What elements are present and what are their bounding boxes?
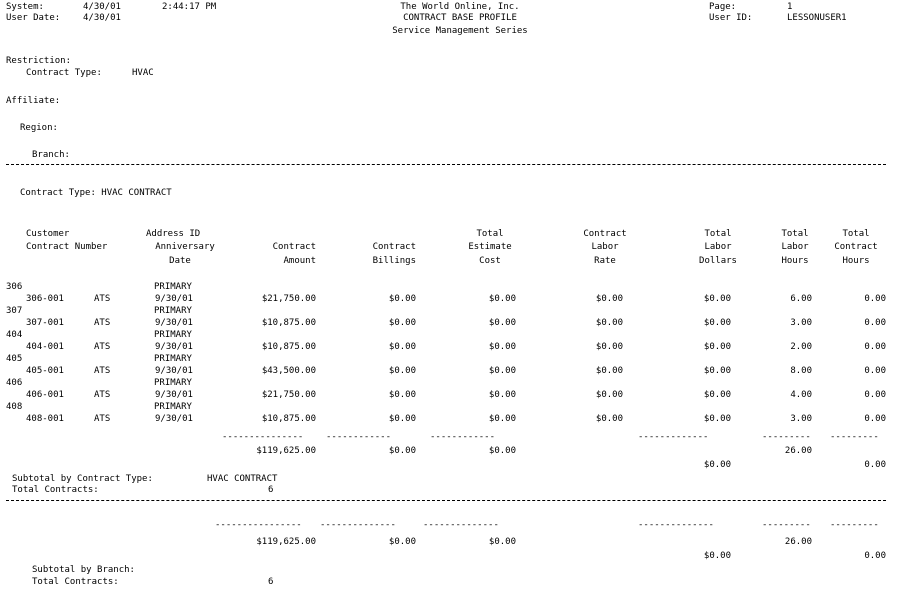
row-customer: 307: [6, 306, 23, 316]
col-labor-dollars-3: Dollars: [699, 256, 737, 266]
row-labor-hours: 6.00: [790, 294, 812, 304]
subtotal-branch-labor-dollars: $0.00: [703, 551, 731, 561]
row-date: 9/30/01: [155, 342, 193, 352]
col-labor-rate-3: Rate: [594, 256, 616, 266]
col-address-2: Anniversary: [155, 242, 215, 252]
row-labor-hours: 3.00: [790, 318, 812, 328]
row-amount: $21,750.00: [261, 390, 316, 400]
subtotal-type-total-label: Total Contracts:: [12, 485, 99, 495]
row-labor-rate: $0.00: [595, 294, 623, 304]
row-address: PRIMARY: [154, 330, 192, 340]
row-labor-rate: $0.00: [595, 414, 623, 424]
subtotal-type-rule-billings: ------------: [326, 432, 392, 442]
row-customer: 405: [6, 354, 23, 364]
row-amount: $43,500.00: [261, 366, 316, 376]
row-labor-rate: $0.00: [595, 390, 623, 400]
user-date: 4/30/01: [83, 13, 121, 23]
user-date-label: User Date:: [6, 13, 61, 23]
row-contract: 406-001: [26, 390, 64, 400]
col-labor-rate-1: Contract: [583, 229, 627, 239]
row-customer: 408: [6, 402, 23, 412]
row-labor-hours: 8.00: [790, 366, 812, 376]
row-contract: 307-001: [26, 318, 64, 328]
report-series: Service Management Series: [392, 26, 528, 36]
row-address: PRIMARY: [154, 282, 192, 292]
row-contract: 306-001: [26, 294, 64, 304]
row-estimate: $0.00: [488, 342, 516, 352]
row-amount: $10,875.00: [261, 414, 316, 424]
subtotal-type-value: HVAC CONTRACT: [207, 474, 278, 484]
row-labor-dollars: $0.00: [703, 318, 731, 328]
row-customer: 406: [6, 378, 23, 388]
col-billings-2: Billings: [372, 256, 416, 266]
page-label: Page:: [709, 2, 737, 12]
row-contract: 408-001: [26, 414, 64, 424]
row-billings: $0.00: [388, 342, 416, 352]
subtotal-type-rule-amount: ---------------: [222, 432, 304, 442]
contract-type-label: Contract Type:: [26, 68, 102, 78]
section-title: Contract Type: HVAC CONTRACT: [20, 188, 172, 198]
subtotal-type-rule-estimate: ------------: [430, 432, 496, 442]
contract-type-value: HVAC: [132, 68, 154, 78]
col-estimate-1: Total: [476, 229, 504, 239]
row-code: ATS: [94, 318, 111, 328]
row-estimate: $0.00: [488, 366, 516, 376]
row-date: 9/30/01: [155, 366, 193, 376]
col-labor-dollars-1: Total: [704, 229, 732, 239]
row-contract-hours: 0.00: [864, 318, 886, 328]
section-divider: [6, 164, 886, 165]
row-labor-hours: 2.00: [790, 342, 812, 352]
row-address: PRIMARY: [154, 402, 192, 412]
row-estimate: $0.00: [488, 318, 516, 328]
subtotal-branch-estimate: $0.00: [488, 537, 516, 547]
row-contract-hours: 0.00: [864, 342, 886, 352]
col-customer-1: Customer: [26, 229, 70, 239]
col-contract-hours-1: Total: [842, 229, 870, 239]
col-contract-hours-3: Hours: [842, 256, 870, 266]
col-labor-hours-1: Total: [781, 229, 809, 239]
subtotal-type-rule-hours: ---------: [762, 432, 811, 442]
row-billings: $0.00: [388, 390, 416, 400]
branch-label: Branch:: [32, 150, 70, 160]
row-amount: $10,875.00: [261, 318, 316, 328]
row-labor-dollars: $0.00: [703, 414, 731, 424]
col-address-3: Date: [169, 256, 191, 266]
subtotal-type-contract-hours: 0.00: [864, 460, 886, 470]
col-amount-2: Amount: [283, 256, 316, 266]
subtotal-branch-amount: $119,625.00: [256, 537, 316, 547]
row-contract-hours: 0.00: [864, 366, 886, 376]
subtotal-branch-rule-amount: ----------------: [215, 520, 302, 530]
report-title: CONTRACT BASE PROFILE: [403, 13, 517, 23]
subtotal-branch-total-label: Total Contracts:: [32, 577, 119, 587]
subtotal-type-total-value: 6: [268, 485, 274, 495]
subtotal-branch-label: Subtotal by Branch:: [32, 565, 135, 575]
row-date: 9/30/01: [155, 318, 193, 328]
row-contract-hours: 0.00: [864, 390, 886, 400]
row-date: 9/30/01: [155, 390, 193, 400]
row-estimate: $0.00: [488, 294, 516, 304]
subtotal-type-label: Subtotal by Contract Type:: [12, 474, 153, 484]
row-contract: 405-001: [26, 366, 64, 376]
subtotal-branch-rule-estimate: --------------: [423, 520, 499, 530]
subtotal-type-billings: $0.00: [388, 446, 416, 456]
row-labor-rate: $0.00: [595, 366, 623, 376]
subtotal-branch-rule-billings: --------------: [320, 520, 396, 530]
subtotal-branch-total-value: 6: [268, 577, 274, 587]
row-billings: $0.00: [388, 414, 416, 424]
row-labor-dollars: $0.00: [703, 390, 731, 400]
row-code: ATS: [94, 390, 111, 400]
subtotal-type-amount: $119,625.00: [256, 446, 316, 456]
system-time: 2:44:17 PM: [162, 2, 217, 12]
company-name: The World Online, Inc.: [400, 2, 520, 12]
col-estimate-2: Estimate: [468, 242, 512, 252]
subtotal-branch-labor-hours: 26.00: [784, 537, 812, 547]
row-contract-hours: 0.00: [864, 294, 886, 304]
subtotal-type-estimate: $0.00: [488, 446, 516, 456]
page-number: 1: [787, 2, 793, 12]
user-id: LESSONUSER1: [787, 13, 847, 23]
row-contract-hours: 0.00: [864, 414, 886, 424]
col-address-1: Address ID: [146, 229, 201, 239]
row-code: ATS: [94, 294, 111, 304]
row-code: ATS: [94, 342, 111, 352]
col-billings-1: Contract: [372, 242, 416, 252]
row-labor-dollars: $0.00: [703, 342, 731, 352]
restriction-label: Restriction:: [6, 56, 72, 66]
subtotal-type-rule-contract: ---------: [830, 432, 879, 442]
row-labor-dollars: $0.00: [703, 366, 731, 376]
col-labor-dollars-2: Labor: [704, 242, 732, 252]
row-customer: 404: [6, 330, 23, 340]
subtotal-type-labor-dollars: $0.00: [703, 460, 731, 470]
row-amount: $10,875.00: [261, 342, 316, 352]
col-labor-hours-2: Labor: [781, 242, 809, 252]
col-labor-hours-3: Hours: [781, 256, 809, 266]
region-label: Region:: [20, 123, 58, 133]
subtotal-branch-billings: $0.00: [388, 537, 416, 547]
row-labor-rate: $0.00: [595, 318, 623, 328]
subtotal-divider: [6, 500, 886, 501]
row-customer: 306: [6, 282, 23, 292]
row-labor-hours: 4.00: [790, 390, 812, 400]
row-estimate: $0.00: [488, 390, 516, 400]
row-date: 9/30/01: [155, 414, 193, 424]
user-id-label: User ID:: [709, 13, 753, 23]
row-estimate: $0.00: [488, 414, 516, 424]
subtotal-branch-contract-hours: 0.00: [864, 551, 886, 561]
subtotal-branch-rule-hours: ---------: [762, 520, 811, 530]
subtotal-branch-rule-contract: ---------: [830, 520, 879, 530]
col-amount-1: Contract: [272, 242, 316, 252]
row-date: 9/30/01: [155, 294, 193, 304]
col-customer-2: Contract Number: [26, 242, 108, 252]
row-address: PRIMARY: [154, 354, 192, 364]
row-labor-rate: $0.00: [595, 342, 623, 352]
affiliate-label: Affiliate:: [6, 96, 61, 106]
row-labor-dollars: $0.00: [703, 294, 731, 304]
subtotal-type-rule-dollars: -------------: [638, 432, 709, 442]
row-address: PRIMARY: [154, 378, 192, 388]
col-estimate-3: Cost: [479, 256, 501, 266]
row-contract: 404-001: [26, 342, 64, 352]
row-billings: $0.00: [388, 294, 416, 304]
system-label: System:: [6, 2, 44, 12]
col-labor-rate-2: Labor: [591, 242, 619, 252]
col-contract-hours-2: Contract: [834, 242, 878, 252]
row-billings: $0.00: [388, 318, 416, 328]
subtotal-type-labor-hours: 26.00: [784, 446, 812, 456]
row-amount: $21,750.00: [261, 294, 316, 304]
row-code: ATS: [94, 366, 111, 376]
system-date: 4/30/01: [83, 2, 121, 12]
row-code: ATS: [94, 414, 111, 424]
row-address: PRIMARY: [154, 306, 192, 316]
subtotal-branch-rule-dollars: --------------: [638, 520, 714, 530]
row-billings: $0.00: [388, 366, 416, 376]
row-labor-hours: 3.00: [790, 414, 812, 424]
